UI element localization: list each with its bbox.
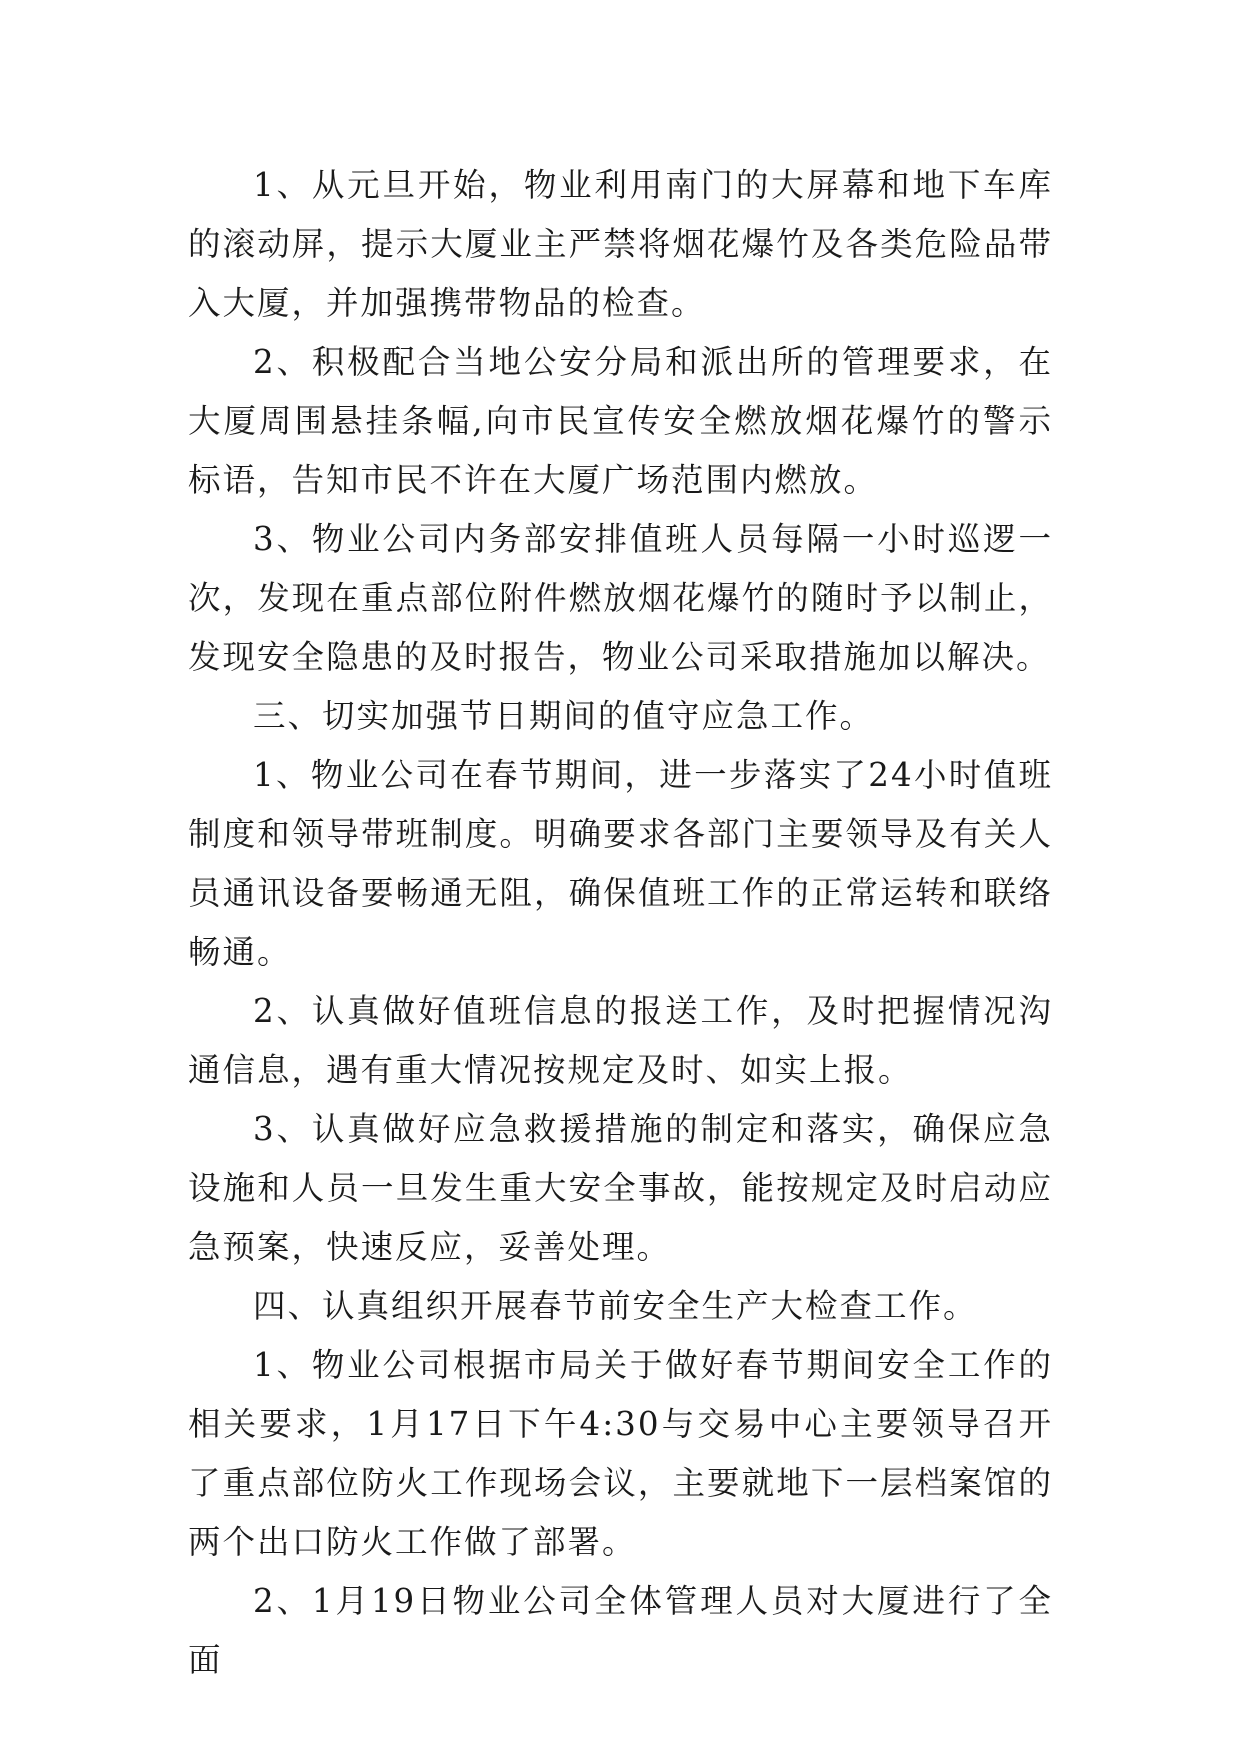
section-heading: 三、切实加强节日期间的值守应急工作。 [253, 697, 875, 735]
paragraph: 2、认真做好值班信息的报送工作，及时把握情况沟通信息，遇有重大情况按规定及时、如实上报。 [188, 992, 1053, 1089]
paragraph: 1、物业公司在春节期间，进一步落实了24小时值班制度和领导带班制度。明确要求各部门主要领导及有关人员通讯设备要畅通无阻，确保值班工作的正常运转和联络畅通。 [188, 756, 1053, 971]
document-page [188, 156, 1053, 1690]
paragraph: 1、物业公司根据市局关于做好春节期间安全工作的相关要求，1月17日下午4:30与交易中心主要领导召开了重点部位防火工作现场会议，主要就地下一层档案馆的两个出口防火工作做了部署。 [188, 1346, 1053, 1561]
section-heading: 四、认真组织开展春节前安全生产大检查工作。 [253, 1287, 978, 1325]
paragraph: 2、1月19日物业公司全体管理人员对大厦进行了全面 [188, 1582, 1053, 1679]
paragraph: 3、认真做好应急救援措施的制定和落实，确保应急设施和人员一旦发生重大安全事故，能按规定及时启动应急预案，快速反应，妥善处理。 [188, 1110, 1053, 1266]
paragraph: 3、物业公司内务部安排值班人员每隔一小时巡逻一次，发现在重点部位附件燃放烟花爆竹的随时予以制止，发现安全隐患的及时报告，物业公司采取措施加以解决。 [188, 520, 1053, 676]
paragraph: 1、从元旦开始，物业利用南门的大屏幕和地下车库的滚动屏，提示大厦业主严禁将烟花爆竹及各类危险品带入大厦，并加强携带物品的检查。 [188, 166, 1053, 322]
paragraph: 2、积极配合当地公安分局和派出所的管理要求，在大厦周围悬挂条幅,向市民宣传安全燃放烟花爆竹的警示标语，告知市民不许在大厦广场范围内燃放。 [188, 343, 1053, 499]
